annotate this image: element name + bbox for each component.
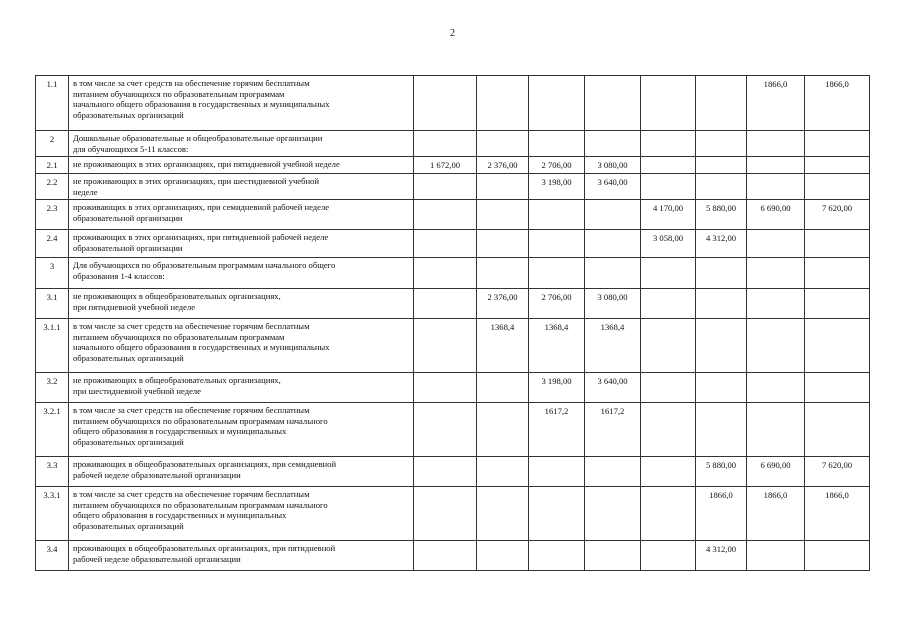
value-cell xyxy=(641,457,696,487)
value-cell xyxy=(696,258,747,289)
value-cell xyxy=(585,230,641,258)
value-cell: 4 312,00 xyxy=(696,541,747,571)
value-cell xyxy=(414,258,477,289)
row-number: 3.1 xyxy=(36,289,69,319)
value-cell xyxy=(477,131,529,157)
value-cell xyxy=(641,541,696,571)
value-cell xyxy=(585,131,641,157)
value-cell xyxy=(529,76,585,131)
value-cell xyxy=(529,230,585,258)
row-description: не проживающих в общеобразовательных организациях, при шестидневной учебной неделе xyxy=(69,373,414,403)
value-cell xyxy=(529,131,585,157)
value-cell xyxy=(747,230,805,258)
value-cell: 1617,2 xyxy=(529,403,585,457)
value-cell: 3 080,00 xyxy=(585,157,641,174)
value-cell xyxy=(696,403,747,457)
value-cell: 5 880,00 xyxy=(696,200,747,230)
value-cell: 3 198,00 xyxy=(529,373,585,403)
value-cell: 6 690,00 xyxy=(747,200,805,230)
value-cell xyxy=(414,131,477,157)
value-cell xyxy=(747,289,805,319)
value-cell xyxy=(696,373,747,403)
row-description: проживающих в общеобразовательных организациях, при семидневной рабочей неделе образовательной организации xyxy=(69,457,414,487)
row-description: проживающих в этих организациях, при пятидневной рабочей неделе образовательной организации xyxy=(69,230,414,258)
value-cell xyxy=(414,200,477,230)
row-description: в том числе за счет средств на обеспечение горячим бесплатным питанием обучающихся по образовательным программам начального общего образования в государственных и муниципальных образовательных организаций xyxy=(69,403,414,457)
value-cell xyxy=(747,258,805,289)
row-number: 1.1 xyxy=(36,76,69,131)
value-cell xyxy=(414,457,477,487)
row-description: не проживающих в этих организациях, при шестидневной учебной неделе xyxy=(69,174,414,200)
value-cell xyxy=(696,157,747,174)
value-cell xyxy=(747,541,805,571)
table-row xyxy=(36,200,870,230)
value-cell xyxy=(585,76,641,131)
value-cell: 3 080,00 xyxy=(585,289,641,319)
value-cell: 4 312,00 xyxy=(696,230,747,258)
value-cell xyxy=(477,541,529,571)
value-cell: 1617,2 xyxy=(585,403,641,457)
value-cell xyxy=(805,373,870,403)
value-cell xyxy=(529,541,585,571)
table-body xyxy=(36,76,870,571)
value-cell xyxy=(477,373,529,403)
value-cell: 7 620,00 xyxy=(805,200,870,230)
value-cell xyxy=(641,373,696,403)
table-row xyxy=(36,76,870,131)
value-cell xyxy=(805,131,870,157)
value-cell xyxy=(529,487,585,541)
row-description: проживающих в этих организациях, при семидневной рабочей неделе образовательной организации xyxy=(69,200,414,230)
value-cell: 1866,0 xyxy=(805,487,870,541)
row-number: 3.4 xyxy=(36,541,69,571)
value-cell xyxy=(641,76,696,131)
table-row xyxy=(36,230,870,258)
value-cell xyxy=(696,131,747,157)
value-cell xyxy=(641,319,696,373)
table-row xyxy=(36,541,870,571)
value-cell xyxy=(585,258,641,289)
row-number: 3 xyxy=(36,258,69,289)
table-row xyxy=(36,174,870,200)
value-cell xyxy=(414,289,477,319)
value-cell xyxy=(585,200,641,230)
row-number: 2.4 xyxy=(36,230,69,258)
value-cell xyxy=(747,174,805,200)
row-description: в том числе за счет средств на обеспечение горячим бесплатным питанием обучающихся по образовательным программам начального общего образования в государственных и муниципальных образовательных организаций xyxy=(69,76,414,131)
value-cell xyxy=(477,174,529,200)
value-cell: 1368,4 xyxy=(585,319,641,373)
row-description: проживающих в общеобразовательных организациях, при пятидневной рабочей неделе образовательной организации xyxy=(69,541,414,571)
value-cell xyxy=(641,289,696,319)
value-cell xyxy=(747,403,805,457)
value-cell: 3 640,00 xyxy=(585,373,641,403)
row-number: 2.3 xyxy=(36,200,69,230)
value-cell: 1866,0 xyxy=(696,487,747,541)
value-cell xyxy=(477,230,529,258)
row-number: 3.3.1 xyxy=(36,487,69,541)
value-cell xyxy=(529,200,585,230)
row-number: 3.2.1 xyxy=(36,403,69,457)
value-cell xyxy=(529,457,585,487)
value-cell xyxy=(641,258,696,289)
value-cell xyxy=(414,319,477,373)
table-row xyxy=(36,457,870,487)
value-cell xyxy=(747,319,805,373)
tariff-table xyxy=(35,75,870,571)
row-description: в том числе за счет средств на обеспечение горячим бесплатным питанием обучающихся по образовательным программам начального общего образования в государственных и муниципальных образовательных организаций xyxy=(69,319,414,373)
row-number: 3.1.1 xyxy=(36,319,69,373)
table-row xyxy=(36,289,870,319)
value-cell: 1866,0 xyxy=(747,487,805,541)
value-cell xyxy=(477,76,529,131)
value-cell xyxy=(477,200,529,230)
value-cell xyxy=(805,174,870,200)
table-row xyxy=(36,258,870,289)
value-cell xyxy=(747,131,805,157)
row-description: не проживающих в общеобразовательных организациях, при пятидневной учебной неделе xyxy=(69,289,414,319)
value-cell xyxy=(805,258,870,289)
value-cell xyxy=(805,541,870,571)
value-cell xyxy=(641,174,696,200)
value-cell xyxy=(805,289,870,319)
value-cell: 1866,0 xyxy=(747,76,805,131)
value-cell: 1368,4 xyxy=(477,319,529,373)
value-cell: 1368,4 xyxy=(529,319,585,373)
value-cell xyxy=(747,373,805,403)
value-cell xyxy=(805,157,870,174)
value-cell xyxy=(477,487,529,541)
value-cell xyxy=(529,258,585,289)
value-cell xyxy=(414,76,477,131)
value-cell xyxy=(414,230,477,258)
value-cell: 1 672,00 xyxy=(414,157,477,174)
value-cell xyxy=(585,457,641,487)
value-cell: 3 640,00 xyxy=(585,174,641,200)
value-cell xyxy=(585,487,641,541)
value-cell xyxy=(414,373,477,403)
value-cell: 6 690,00 xyxy=(747,457,805,487)
value-cell: 3 058,00 xyxy=(641,230,696,258)
value-cell xyxy=(477,258,529,289)
value-cell xyxy=(414,487,477,541)
row-number: 2.1 xyxy=(36,157,69,174)
value-cell xyxy=(696,319,747,373)
table-row xyxy=(36,487,870,541)
value-cell: 5 880,00 xyxy=(696,457,747,487)
row-number: 2.2 xyxy=(36,174,69,200)
row-description: не проживающих в этих организациях, при пятидневной учебной неделе xyxy=(69,157,414,174)
value-cell: 2 706,00 xyxy=(529,157,585,174)
value-cell: 2 706,00 xyxy=(529,289,585,319)
value-cell xyxy=(414,174,477,200)
row-description: Дошкольные образовательные и общеобразовательные организации для обучающихся 5-11 классов: xyxy=(69,131,414,157)
row-number: 3.3 xyxy=(36,457,69,487)
table-row xyxy=(36,131,870,157)
value-cell: 4 170,00 xyxy=(641,200,696,230)
table-row xyxy=(36,373,870,403)
table-row xyxy=(36,319,870,373)
value-cell xyxy=(747,157,805,174)
table-row xyxy=(36,403,870,457)
value-cell xyxy=(696,76,747,131)
row-description: в том числе за счет средств на обеспечение горячим бесплатным питанием обучающихся по образовательным программам начального общего образования в государственных и муниципальных образовательных организаций xyxy=(69,487,414,541)
value-cell xyxy=(585,541,641,571)
value-cell xyxy=(641,131,696,157)
value-cell xyxy=(641,157,696,174)
value-cell xyxy=(414,403,477,457)
value-cell xyxy=(805,319,870,373)
table-row xyxy=(36,157,870,174)
value-cell xyxy=(805,403,870,457)
row-description: Для обучающихся по образовательным программам начального общего образования 1-4 классов: xyxy=(69,258,414,289)
value-cell xyxy=(477,457,529,487)
row-number: 3.2 xyxy=(36,373,69,403)
value-cell xyxy=(696,289,747,319)
page-number: 2 xyxy=(450,28,455,39)
value-cell xyxy=(477,403,529,457)
value-cell xyxy=(641,403,696,457)
value-cell xyxy=(805,230,870,258)
value-cell: 2 376,00 xyxy=(477,157,529,174)
value-cell: 7 620,00 xyxy=(805,457,870,487)
value-cell: 1866,0 xyxy=(805,76,870,131)
row-number: 2 xyxy=(36,131,69,157)
value-cell xyxy=(696,174,747,200)
value-cell: 2 376,00 xyxy=(477,289,529,319)
value-cell xyxy=(641,487,696,541)
value-cell xyxy=(414,541,477,571)
value-cell: 3 198,00 xyxy=(529,174,585,200)
